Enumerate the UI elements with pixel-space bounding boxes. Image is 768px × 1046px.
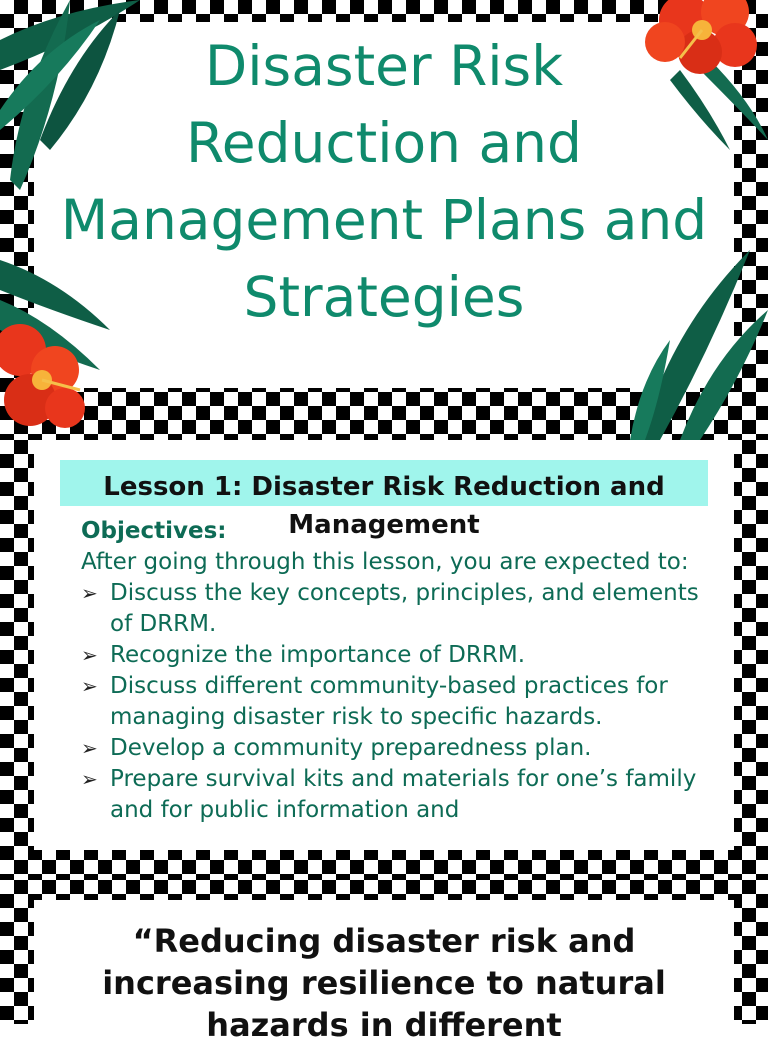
arrow-bullet-icon: ➢ xyxy=(81,581,98,605)
list-item: ➢ Develop a community preparedness plan. xyxy=(81,733,701,764)
list-item: ➢ Discuss different community-based practices for managing disaster risk to specific hazards. xyxy=(81,673,668,730)
list-item: ➢ Discuss the key concepts, principles, and elements of DRRM. xyxy=(81,580,699,637)
presentation-title: Disaster Risk Reduction and Management Plans and Strategies xyxy=(60,34,708,329)
list-item: ➢ Prepare survival kits and materials for one’s family and for public information and xyxy=(81,766,697,823)
lesson-title: Lesson 1: Disaster Risk Reduction and Management xyxy=(103,472,665,540)
objectives-label: Objectives: xyxy=(81,518,227,544)
objectives-intro: After going through this lesson, you are expected to: xyxy=(81,549,689,575)
arrow-bullet-icon: ➢ xyxy=(81,767,98,791)
objectives-list xyxy=(81,578,701,826)
arrow-bullet-icon: ➢ xyxy=(81,736,98,760)
arrow-bullet-icon: ➢ xyxy=(81,674,98,698)
arrow-bullet-icon: ➢ xyxy=(81,643,98,667)
objectives-body xyxy=(81,516,701,854)
quote-text: “Reducing disaster risk and increasing resilience to natural hazards in different xyxy=(102,922,666,1044)
lesson-slide xyxy=(0,440,768,880)
title-slide xyxy=(0,0,768,440)
quote-slide xyxy=(0,880,768,1044)
list-item: ➢ Recognize the importance of DRRM. xyxy=(81,640,701,671)
